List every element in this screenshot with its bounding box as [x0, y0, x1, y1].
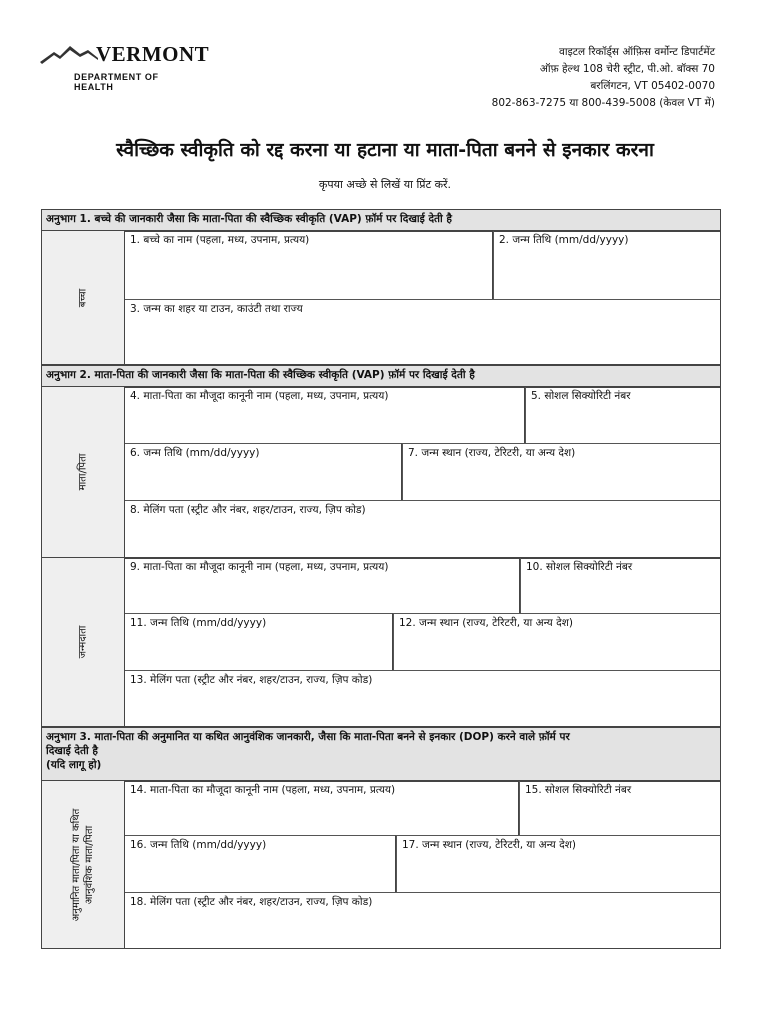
side-label-line: आनुवंशिक माता/पिता — [84, 825, 95, 904]
presumed-parent-ssn-field[interactable]: 15. सोशल सिक्योरिटी नंबर — [519, 781, 721, 835]
section-2-heading: अनुभाग 2. माता-पिता की जानकारी जैसा कि माता-पिता की स्वैच्छिक स्वीकृति (VAP) फ़ॉर्म पर दिखाई देती है — [41, 366, 721, 386]
mountain-logo-icon — [40, 40, 100, 70]
presumed-parent-birthplace-field[interactable]: 17. जन्म स्थान (राज्य, टेरिटरी, या अन्य देश) — [396, 835, 721, 892]
parent-birthplace-field[interactable]: 7. जन्म स्थान (राज्य, टेरिटरी, या अन्य देश) — [402, 443, 721, 500]
parent-name-field[interactable]: 4. माता-पिता का मौजूदा कानूनी नाम (पहला, मध्य, उपनाम, प्रत्यय) — [125, 387, 525, 443]
parent-dob-field[interactable]: 6. जन्म तिथि (mm/dd/yyyy) — [125, 443, 402, 500]
child-dob-field[interactable]: 2. जन्म तिथि (mm/dd/yyyy) — [493, 231, 721, 299]
parent-ssn-field[interactable]: 5. सोशल सिक्योरिटी नंबर — [525, 387, 721, 443]
presumed-parent-name-field[interactable]: 14. माता-पिता का मौजूदा कानूनी नाम (पहला, मध्य, उपनाम, प्रत्यय) — [125, 781, 519, 835]
address-line: वाइटल रिकॉर्ड्स ऑफ़िस वर्मोन्ट डिपार्टमेंट — [559, 46, 715, 58]
section-3-heading — [41, 728, 721, 780]
child-name-field[interactable]: 1. बच्चे का नाम (पहला, मध्य, उपनाम, प्रत्यय) — [125, 231, 493, 299]
side-label-line: अनुमानित माता/पिता या कथित — [71, 808, 82, 921]
address-line: बरलिंगटन, VT 05402-0070 — [590, 80, 715, 92]
form-instruction: कृपया अच्छे से लिखें या प्रिंट करें. — [318, 178, 452, 191]
section-3-side-label — [41, 781, 125, 948]
child-birthplace-field[interactable]: 3. जन्म का शहर या टाउन, काउंटी तथा राज्य — [125, 299, 721, 364]
address-phone: 802-863-7275 या 800-439-5008 (केवल VT में) — [491, 97, 715, 109]
vermont-logo — [40, 40, 210, 92]
logo-state-name: VERMONT — [96, 42, 210, 66]
section-2-side-label-parent: माता/पिता — [41, 387, 125, 557]
address-line: ऑफ़ हेल्थ 108 चेरी स्ट्रीट, पी.ओ. बॉक्स 70 — [539, 63, 715, 75]
presumed-parent-dob-field[interactable]: 16. जन्म तिथि (mm/dd/yyyy) — [125, 835, 396, 892]
section-2-side-label-birth-parent: जन्मदाता — [41, 558, 125, 726]
parent-mailing-address-field[interactable]: 8. मेलिंग पता (स्ट्रीट और नंबर, शहर/टाउन, राज्य, ज़िप कोड) — [125, 500, 721, 557]
section-1-heading: अनुभाग 1. बच्चे की जानकारी जैसा कि माता-पिता की स्वैच्छिक स्वीकृति (VAP) फ़ॉर्म पर दिखाई देती है — [41, 210, 721, 230]
birth-parent-mailing-address-field[interactable]: 13. मेलिंग पता (स्ट्रीट और नंबर, शहर/टाउन, राज्य, ज़िप कोड) — [125, 670, 721, 726]
section-3-heading-line: दिखाई देती है — [46, 745, 98, 757]
logo-department: DEPARTMENT OF HEALTH — [74, 72, 159, 92]
section-3-heading-note: (यदि लागू हो) — [46, 759, 102, 771]
office-address — [492, 44, 715, 112]
presumed-parent-mailing-address-field[interactable]: 18. मेलिंग पता (स्ट्रीट और नंबर, शहर/टाउन, राज्य, ज़िप कोड) — [125, 892, 721, 948]
birth-parent-name-field[interactable]: 9. माता-पिता का मौजूदा कानूनी नाम (पहला, मध्य, उपनाम, प्रत्यय) — [125, 558, 520, 613]
birth-parent-dob-field[interactable]: 11. जन्म तिथि (mm/dd/yyyy) — [125, 613, 393, 670]
form-title: स्वैच्छिक स्वीकृति को रद्द करना या हटाना या माता-पिता बनने से इनकार करना — [116, 139, 654, 161]
section-3-heading-line: अनुभाग 3. माता-पिता की अनुमानित या कथित आनुवंशिक जानकारी, जैसा कि माता-पिता बनने से इनकार (DOP) करने वाले फ़ॉर्म पर — [46, 731, 570, 743]
section-1-side-label: बच्चा — [41, 231, 125, 364]
birth-parent-ssn-field[interactable]: 10. सोशल सिक्योरिटी नंबर — [520, 558, 721, 613]
birth-parent-birthplace-field[interactable]: 12. जन्म स्थान (राज्य, टेरिटरी, या अन्य देश) — [393, 613, 721, 670]
